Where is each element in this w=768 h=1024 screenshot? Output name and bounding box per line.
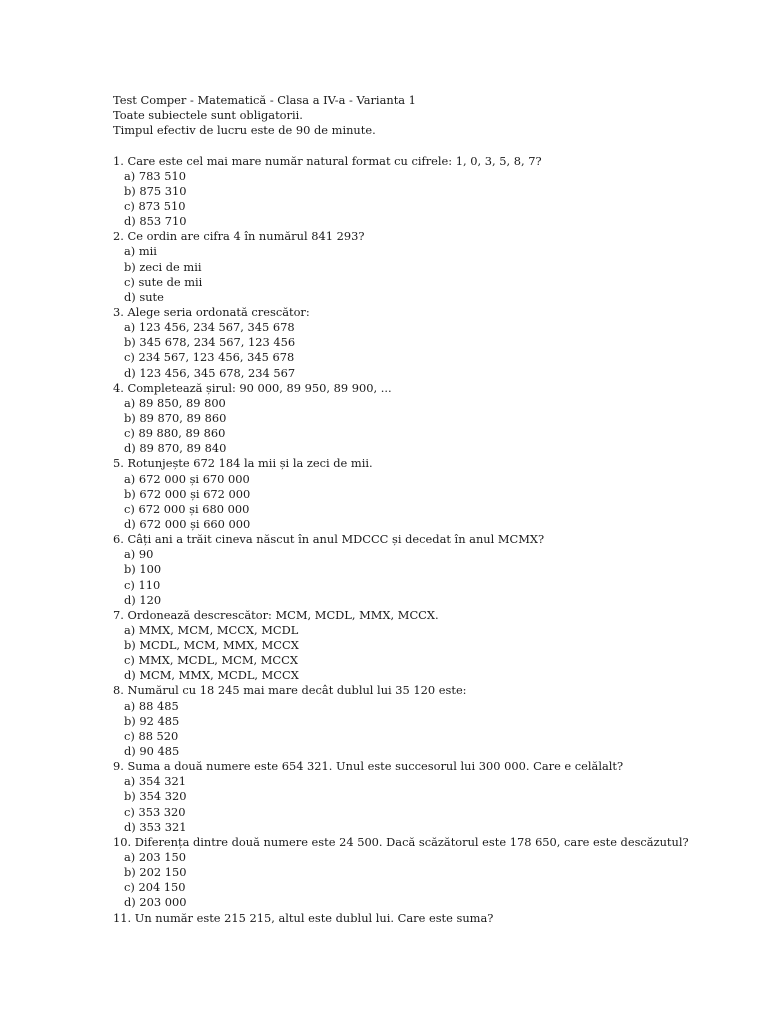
answer-option: c) 873 510 bbox=[124, 198, 186, 213]
answer-option: c) sute de mii bbox=[124, 274, 203, 289]
answer-option: d) 353 321 bbox=[124, 819, 187, 834]
answer-option: a) 123 456, 234 567, 345 678 bbox=[124, 320, 295, 335]
answer-option: d) 123 456, 345 678, 234 567 bbox=[124, 365, 296, 380]
time-limit-line: Timpul efectiv de lucru este de 90 de minute. bbox=[113, 123, 376, 138]
document-title: Test Comper - Matematică - Clasa a IV-a - Varianta 1 bbox=[113, 93, 416, 107]
answer-option: d) 672 000 și 660 000 bbox=[124, 516, 251, 531]
answer-option: b) 202 150 bbox=[124, 865, 187, 880]
document-content bbox=[113, 93, 713, 926]
answer-option: d) 90 485 bbox=[124, 744, 180, 759]
answer-option: a) 672 000 și 670 000 bbox=[124, 471, 250, 486]
answer-option: a) 354 321 bbox=[124, 774, 186, 789]
question-text: 2. Ce ordin are cifra 4 în numărul 841 293? bbox=[113, 229, 365, 244]
question-text: 1. Care este cel mai mare număr natural format cu cifrele: 1, 0, 3, 5, 8, 7? bbox=[113, 153, 542, 168]
answer-option: c) 110 bbox=[124, 577, 161, 592]
answer-option: b) MCDL, MCM, MMX, MCCX bbox=[124, 638, 299, 653]
answer-option: c) 234 567, 123 456, 345 678 bbox=[124, 350, 295, 365]
questions-list bbox=[113, 154, 713, 926]
question-text: 5. Rotunjește 672 184 la mii și la zeci de mii. bbox=[113, 456, 373, 471]
answer-option: c) 204 150 bbox=[124, 880, 186, 895]
answer-option: d) 203 000 bbox=[124, 895, 187, 910]
answer-option: d) 853 710 bbox=[124, 214, 187, 229]
question-text: 3. Alege seria ordonată crescător: bbox=[113, 304, 310, 319]
answer-option: d) sute bbox=[124, 289, 164, 304]
question-text: 8. Numărul cu 18 245 mai mare decât dublul lui 35 120 este: bbox=[113, 683, 467, 698]
answer-option: a) MMX, MCM, MCCX, MCDL bbox=[124, 622, 299, 637]
answer-option: b) 92 485 bbox=[124, 713, 180, 728]
answer-option: b) zeci de mii bbox=[124, 259, 202, 274]
answer-option: c) MMX, MCDL, MCM, MCCX bbox=[124, 653, 298, 668]
answer-option: a) 203 150 bbox=[124, 850, 186, 865]
answer-option: a) 89 850, 89 800 bbox=[124, 395, 226, 410]
instructions-line: Toate subiectele sunt obligatorii. bbox=[113, 108, 303, 123]
spacer bbox=[113, 138, 713, 153]
answer-option: c) 672 000 și 680 000 bbox=[124, 501, 250, 516]
question-text: 11. Un număr este 215 215, altul este dublul lui. Care este suma? bbox=[113, 910, 494, 925]
answer-option: b) 345 678, 234 567, 123 456 bbox=[124, 335, 296, 350]
answer-option: b) 672 000 și 672 000 bbox=[124, 486, 251, 501]
answer-option: a) 783 510 bbox=[124, 168, 186, 183]
answer-option: d) 89 870, 89 840 bbox=[124, 441, 227, 456]
question-text: 9. Suma a două numere este 654 321. Unul este succesorul lui 300 000. Care e celălalt? bbox=[113, 759, 624, 774]
question-text: 4. Completează șirul: 90 000, 89 950, 89 900, ... bbox=[113, 380, 392, 395]
answer-option: b) 354 320 bbox=[124, 789, 187, 804]
answer-option: a) mii bbox=[124, 244, 157, 259]
answer-option: b) 89 870, 89 860 bbox=[124, 410, 227, 425]
answer-option: b) 100 bbox=[124, 562, 162, 577]
question-text: 7. Ordonează descrescător: MCM, MCDL, MMX, MCCX. bbox=[113, 607, 439, 622]
answer-option: c) 89 880, 89 860 bbox=[124, 426, 226, 441]
answer-option: a) 90 bbox=[124, 547, 154, 562]
answer-option: c) 353 320 bbox=[124, 804, 186, 819]
answer-option: d) MCM, MMX, MCDL, MCCX bbox=[124, 668, 299, 683]
question-text: 6. Câți ani a trăit cineva născut în anul MDCCC și decedat în anul MCMX? bbox=[113, 532, 545, 547]
answer-option: a) 88 485 bbox=[124, 698, 179, 713]
question-text: 10. Diferența dintre două numere este 24 500. Dacă scăzătorul este 178 650, care este descăzutul? bbox=[113, 834, 689, 849]
answer-option: d) 120 bbox=[124, 592, 162, 607]
answer-option: b) 875 310 bbox=[124, 183, 187, 198]
answer-option: c) 88 520 bbox=[124, 728, 179, 743]
